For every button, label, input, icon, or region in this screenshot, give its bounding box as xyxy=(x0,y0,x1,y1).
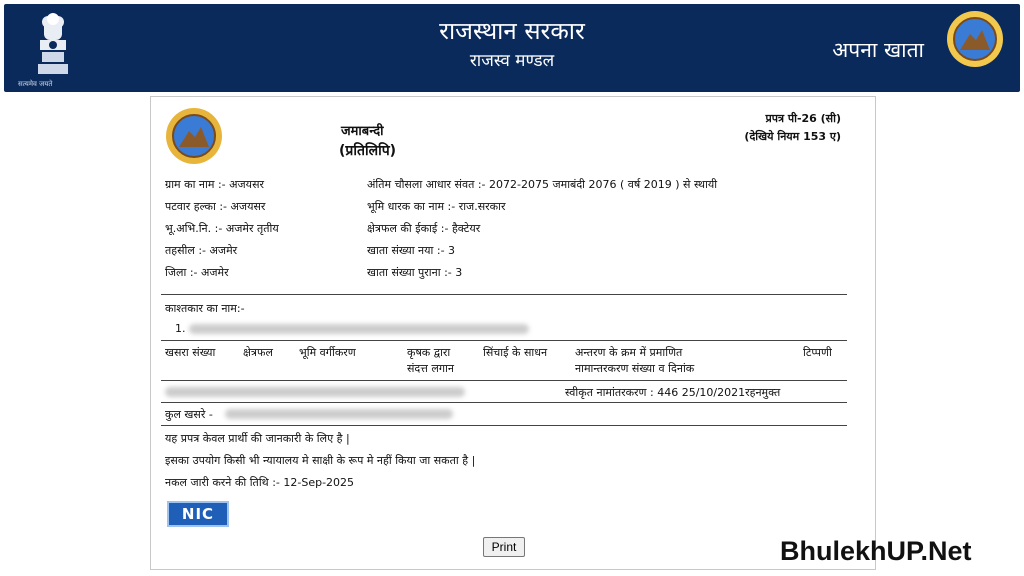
header-remarks: टिप्पणी xyxy=(803,346,832,359)
emblem-caption: सत्यमेव जयते xyxy=(18,80,53,88)
jamabandi-document xyxy=(150,96,876,570)
settlement-basis: अंतिम चौसला आधार संवत :- 2072-2075 जमाबंदी 2076 ( वर्ष 2019 ) से स्थायी xyxy=(367,178,718,191)
district: जिला :- अजमेर xyxy=(165,266,229,279)
site-header xyxy=(4,4,1020,92)
redacted-khasra-row xyxy=(165,387,465,397)
divider xyxy=(161,294,847,295)
nic-logo: NIC xyxy=(167,501,229,527)
site-watermark: BhulekhUP.Net xyxy=(780,536,972,566)
area-unit: क्षेत्रफल की ईकाई :- हैक्टेयर xyxy=(367,222,481,235)
header-rent-paid: संदत्त लगान xyxy=(407,362,454,375)
header-irrigation-source: सिंचाई के साधन xyxy=(483,346,548,359)
note-not-evidence: इसका उपयोग किसी भी न्यायालय मे साक्षी के रूप मे नहीं किया जा सकता है | xyxy=(165,454,476,467)
village-name: ग्राम का नाम :- अजयसर xyxy=(165,178,265,191)
cultivator-index: 1. xyxy=(175,322,186,335)
header-land-classification: भूमि वर्गीकरण xyxy=(299,346,356,359)
print-button[interactable]: Print xyxy=(483,537,525,557)
revenue-board-seal-icon xyxy=(165,107,223,165)
divider xyxy=(161,425,847,426)
total-khasra-label: कुल खसरे - xyxy=(165,408,213,421)
land-record-inspector: भू.अभि.नि. :- अजमेर तृतीय xyxy=(165,222,279,235)
header-area: क्षेत्रफल xyxy=(243,346,273,359)
account-number-new: खाता संख्या नया :- 3 xyxy=(367,244,456,257)
land-holder-name: भूमि धारक का नाम :- राज.सरकार xyxy=(367,200,506,213)
redacted-cultivator-name xyxy=(189,324,529,334)
patwar-halka: पटवार हल्का :- अजयसर xyxy=(165,200,266,213)
divider xyxy=(161,402,847,403)
header-khasra-number: खसरा संख्या xyxy=(165,346,216,359)
header-subtitle: राजस्व मण्डल xyxy=(469,51,555,71)
divider xyxy=(161,380,847,381)
header-mutation-number-date: नामान्तरकरण संख्या व दिनांक xyxy=(575,362,695,375)
issue-date: नकल जारी करने की तिथि :- 12-Sep-2025 xyxy=(165,476,355,489)
header-title: राजस्थान सरकार xyxy=(439,17,585,45)
tehsil: तहसील :- अजमेर xyxy=(165,244,238,257)
mutation-record: स्वीकृत नामांतरकरण : 446 25/10/2021रहनमुक्त xyxy=(565,386,781,399)
account-number-old: खाता संख्या पुराना :- 3 xyxy=(367,266,463,279)
header-paid-by-farmer: कृषक द्वारा xyxy=(407,346,451,359)
note-info-only: यह प्रपत्र केवल प्रार्थी की जानकारी के लिए है | xyxy=(165,432,350,445)
redacted-total-values xyxy=(225,409,453,419)
document-subtitle: (प्रतिलिपि) xyxy=(339,143,397,159)
document-title: जमाबन्दी xyxy=(341,124,384,139)
rule-reference: (देखिये नियम 153 ए) xyxy=(744,130,841,143)
revenue-board-seal-icon xyxy=(946,10,1004,68)
apna-khata-title: अपना खाता xyxy=(832,38,924,62)
form-number: प्रपत्र पी-26 (सी) xyxy=(765,112,841,125)
divider xyxy=(161,340,847,341)
header-transfer-certified: अन्तरण के क्रम में प्रमाणित xyxy=(575,346,683,359)
cultivator-label: काश्तकार का नाम:- xyxy=(165,302,245,315)
